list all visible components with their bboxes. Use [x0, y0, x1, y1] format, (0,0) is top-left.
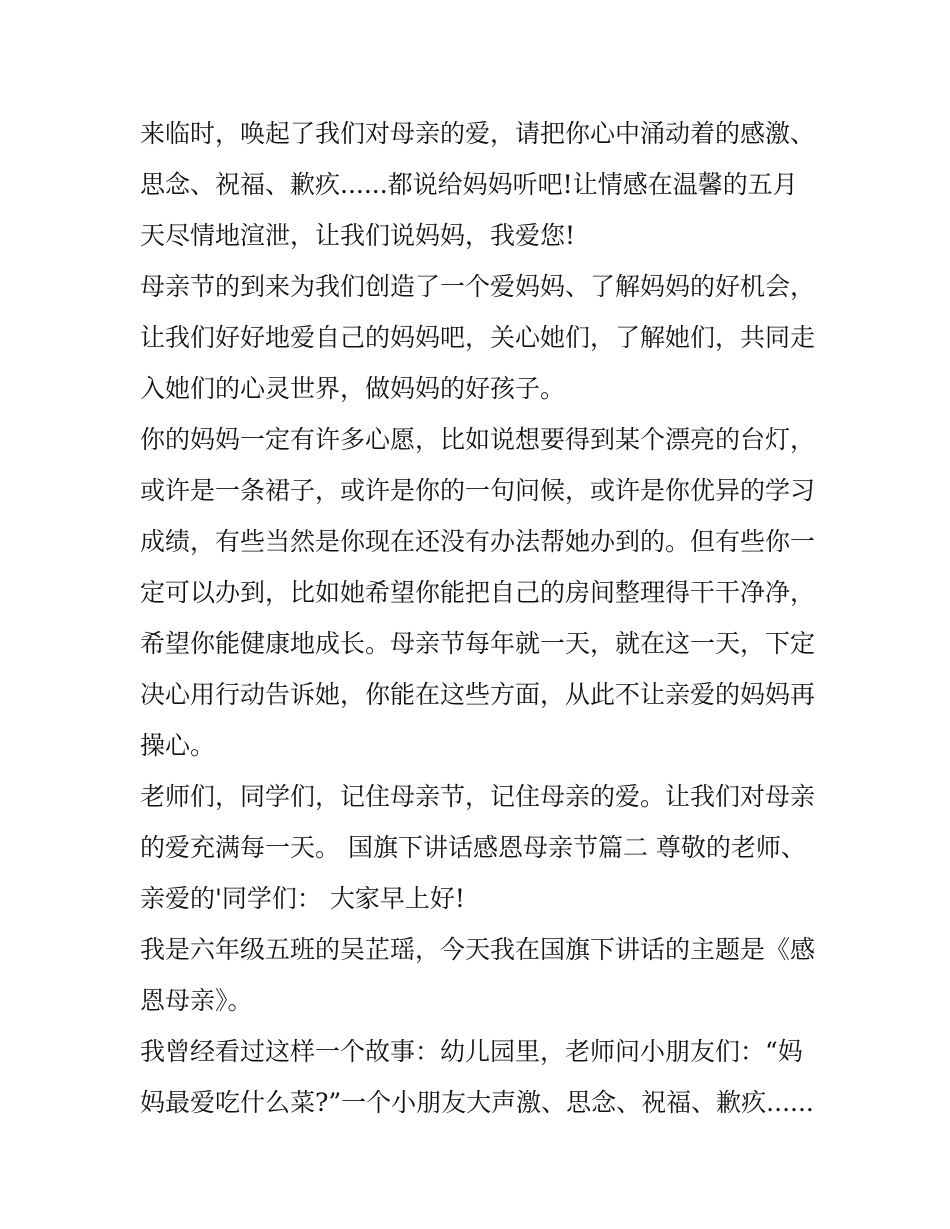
text-line: 我是六年级五班的吴芷瑶，今天我在国旗下讲话的主题是《感 [140, 935, 816, 964]
text-line: 或许是一条裙子，或许是你的一句问候，或许是你优异的学习 [140, 476, 816, 505]
text-line: 天尽情地渲泄，让我们说妈妈，我爱您! [140, 221, 576, 250]
text-line: 我曾经看过这样一个故事：幼儿园里，老师问小朋友们：“妈 [140, 1037, 803, 1066]
text-line: 老师们，同学们，记住母亲节，记住母亲的爱。让我们对母亲 [140, 782, 816, 811]
text-line: 妈最爱吃什么菜?”一个小朋友大声激、思念、祝福、歉疚...... [140, 1088, 814, 1117]
text-line: 恩母亲》。 [140, 986, 253, 1015]
text-line: 来临时，唤起了我们对母亲的爱，请把你心中涌动着的感激、 [140, 119, 816, 148]
text-line: 的爱充满每一天。 国旗下讲话感恩母亲节篇二 尊敬的老师、 [140, 833, 806, 862]
text-line: 决心用行动告诉她，你能在这些方面，从此不让亲爱的妈妈再 [140, 680, 816, 709]
text-line: 入她们的心灵世界，做妈妈的好孩子。 [140, 374, 566, 403]
text-line: 亲爱的'同学们： 大家早上好! [140, 884, 465, 913]
text-line: 你的妈妈一定有许多心愿，比如说想要得到某个漂亮的台灯， [140, 425, 816, 454]
document-body [140, 108, 830, 1128]
text-line: 让我们好好地爱自己的妈妈吧，关心她们，了解她们，共同走 [140, 323, 816, 352]
text-line: 思念、祝福、歉疚......都说给妈妈听吧!让情感在温馨的五月 [140, 170, 798, 199]
text-line: 母亲节的到来为我们创造了一个爱妈妈、了解妈妈的好机会， [140, 272, 816, 301]
text-line: 成绩，有些当然是你现在还没有办法帮她办到的。但有些你一 [140, 527, 816, 556]
text-line: 定可以办到，比如她希望你能把自己的房间整理得干干净净， [140, 578, 816, 607]
text-line: 操心。 [140, 731, 216, 760]
text-line: 希望你能健康地成长。母亲节每年就一天，就在这一天，下定 [140, 629, 816, 658]
